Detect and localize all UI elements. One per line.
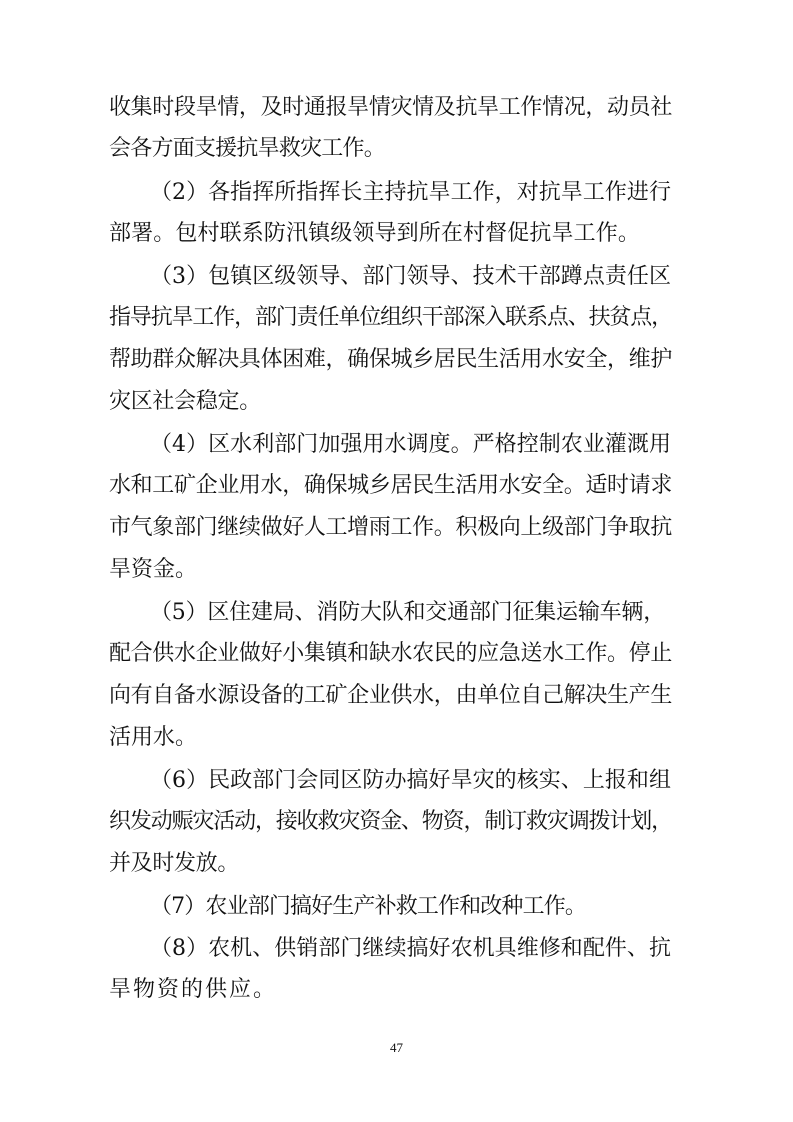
text-line: 市气象部门继续做好人工增雨工作。积极向上级部门争取抗 xyxy=(109,515,672,540)
text-line: （5）区住建局、消防大队和交通部门征集运输车辆， xyxy=(150,600,665,625)
text-line: （2）各指挥所指挥长主持抗旱工作，对抗旱工作进行 xyxy=(150,180,671,205)
text-line: 活用水。 xyxy=(109,725,197,750)
text-line: 部署。包村联系防汛镇级领导到所在村督促抗旱工作。 xyxy=(109,221,640,246)
text-line: 灾区社会稳定。 xyxy=(109,389,261,414)
text-line: （8）农机、供销部门继续搞好农机具维修和配件、抗 xyxy=(150,936,671,961)
text-line: 水和工矿企业用水，确保城乡居民生活用水安全。适时请求 xyxy=(109,473,672,498)
text-line: 向有自备水源设备的工矿企业供水，由单位自己解决生产生 xyxy=(109,683,672,708)
page-number: 47 xyxy=(390,1040,403,1055)
text-line: 指导抗旱工作，部门责任单位组织干部深入联系点、扶贫点， xyxy=(109,305,672,330)
text-line: 帮助群众解决具体困难，确保城乡居民生活用水安全，维护 xyxy=(109,347,672,372)
text-line: 织发动赈灾活动，接收救灾资金、物资，制订救灾调拨计划， xyxy=(109,809,672,834)
text-line: （4）区水利部门加强用水调度。严格控制农业灌溉用 xyxy=(150,432,671,457)
text-line: （3）包镇区级领导、部门领导、技术干部蹲点责任区 xyxy=(150,264,671,289)
text-line: 旱资金。 xyxy=(109,557,197,582)
text-line: 会各方面支援抗旱救灾工作。 xyxy=(109,136,385,161)
text-line: 旱物资的供应。 xyxy=(109,977,277,1002)
text-line: 配合供水企业做好小集镇和缺水农民的应急送水工作。停止 xyxy=(109,641,672,666)
text-line: （7）农业部门搞好生产补救工作和改种工作。 xyxy=(150,894,586,919)
text-line: 并及时发放。 xyxy=(109,851,239,876)
text-line: （6）民政部门会同区防办搞好旱灾的核实、上报和组 xyxy=(150,768,671,793)
text-line: 收集时段旱情，及时通报旱情灾情及抗旱工作情况，动员社 xyxy=(109,95,672,120)
